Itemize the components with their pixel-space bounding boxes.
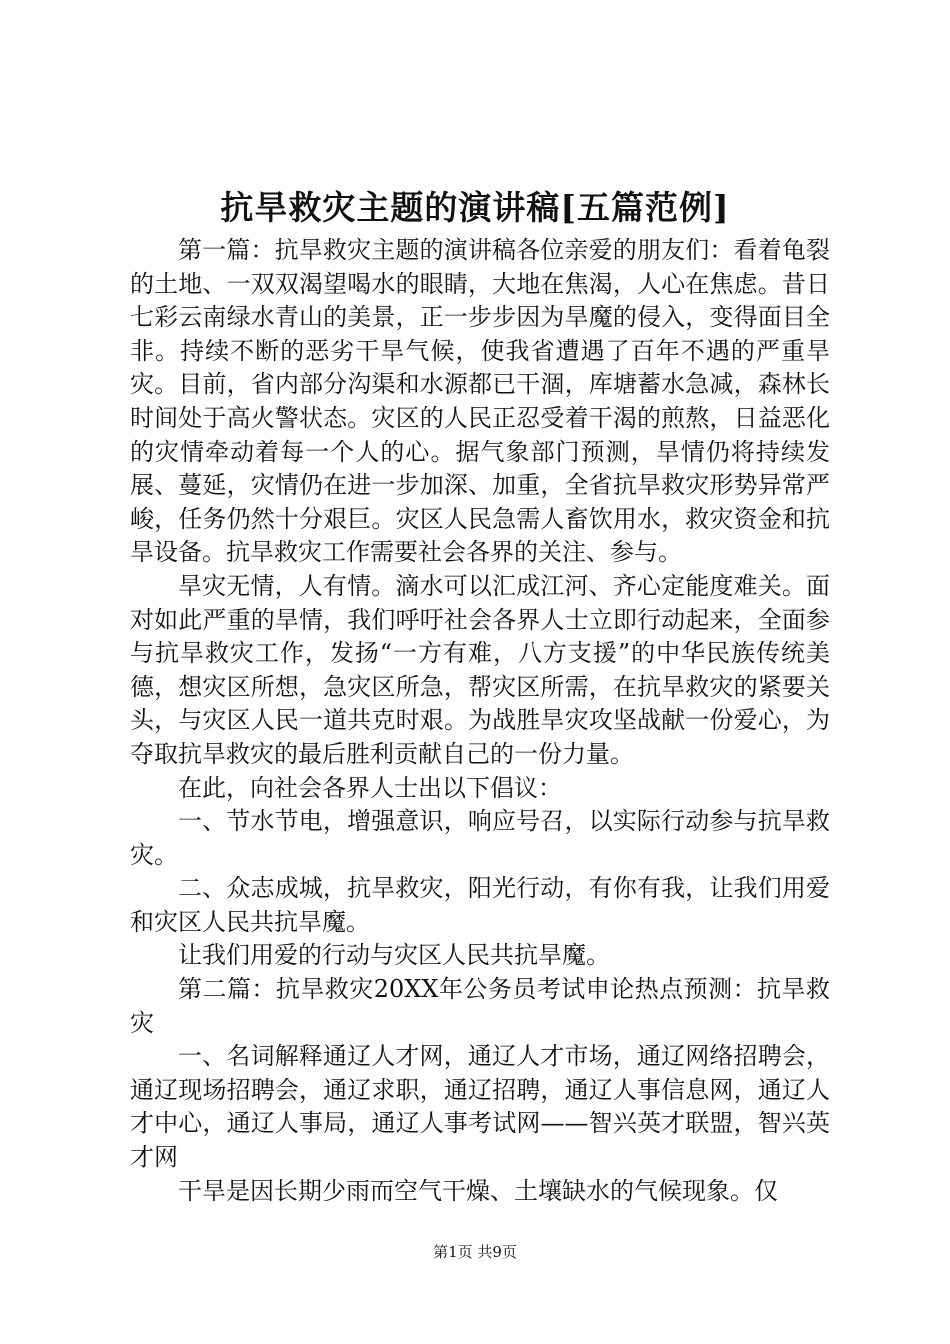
paragraph: 一、名词解释通辽人才网，通辽人才市场，通辽网络招聘会，通辽现场招聘会，通辽求职，通辽招聘，通辽人事信息网，通辽人才中心，通辽人事局，通辽人事考试网——智兴英才联盟，智兴英才网 <box>130 1042 830 1172</box>
page-footer: 第1页 共9页 <box>433 1243 517 1261</box>
paragraph: 让我们用爱的行动与灾区人民共抗旱魔。 <box>178 941 610 970</box>
document-title: 抗旱救灾主题的演讲稿[五篇范例] <box>220 188 730 227</box>
paragraph: 第一篇：抗旱救灾主题的演讲稿各位亲爱的朋友们：看着龟裂的土地、一双双渴望喝水的眼睛，大地在焦渴，人心在焦虑。昔日七彩云南绿水青山的美景，正一步步因为旱魔的侵入，变得面目全非。持续不断的恶劣干旱气候，使我省遭遇了百年不遇的严重旱灾。目前，省内部分沟渠和水源都已干涸，库塘蓄水急减，森林长时间处于高火警状态。灾区的人民正忍受着干渴的煎熬，日益恶化的灾情牵动着每一个人的心。据气象部门预测，旱情仍将持续发展、蔓延，灾情仍在进一步加深、加重，全省抗旱救灾形势异常严峻，任务仍然十分艰巨。灾区人民急需人畜饮用水，救灾资金和抗旱设备。抗旱救灾工作需要社会各界的关注、参与。 <box>130 236 830 567</box>
paragraph: 第二篇：抗旱救灾20XX年公务员考试申论热点预测：抗旱救灾 <box>130 975 830 1037</box>
paragraph: 一、节水节电，增强意识，响应号召，以实际行动参与抗旱救灾。 <box>130 807 830 869</box>
paragraph: 干旱是因长期少雨而空气干燥、土壤缺水的气候现象。仅 <box>178 1176 778 1205</box>
paragraph: 二、众志成城，抗旱救灾，阳光行动，有你有我，让我们用爱和灾区人民共抗旱魔。 <box>130 874 830 936</box>
paragraph: 在此，向社会各界人士出以下倡议： <box>178 773 562 802</box>
document-body <box>130 234 830 1208</box>
paragraph: 旱灾无情，人有情。滴水可以汇成江河、齐心定能度难关。面对如此严重的旱情，我们呼吁社会各界人士立即行动起来，全面参与抗旱救灾工作，发扬“一方有难，八方支援”的中华民族传统美德，想灾区所想，急灾区所急，帮灾区所需，在抗旱救灾的紧要关头，与灾区人民一道共克时艰。为战胜旱灾攻坚战献一份爱心，为夺取抗旱救灾的最后胜利贡献自己的一份力量。 <box>130 571 830 768</box>
